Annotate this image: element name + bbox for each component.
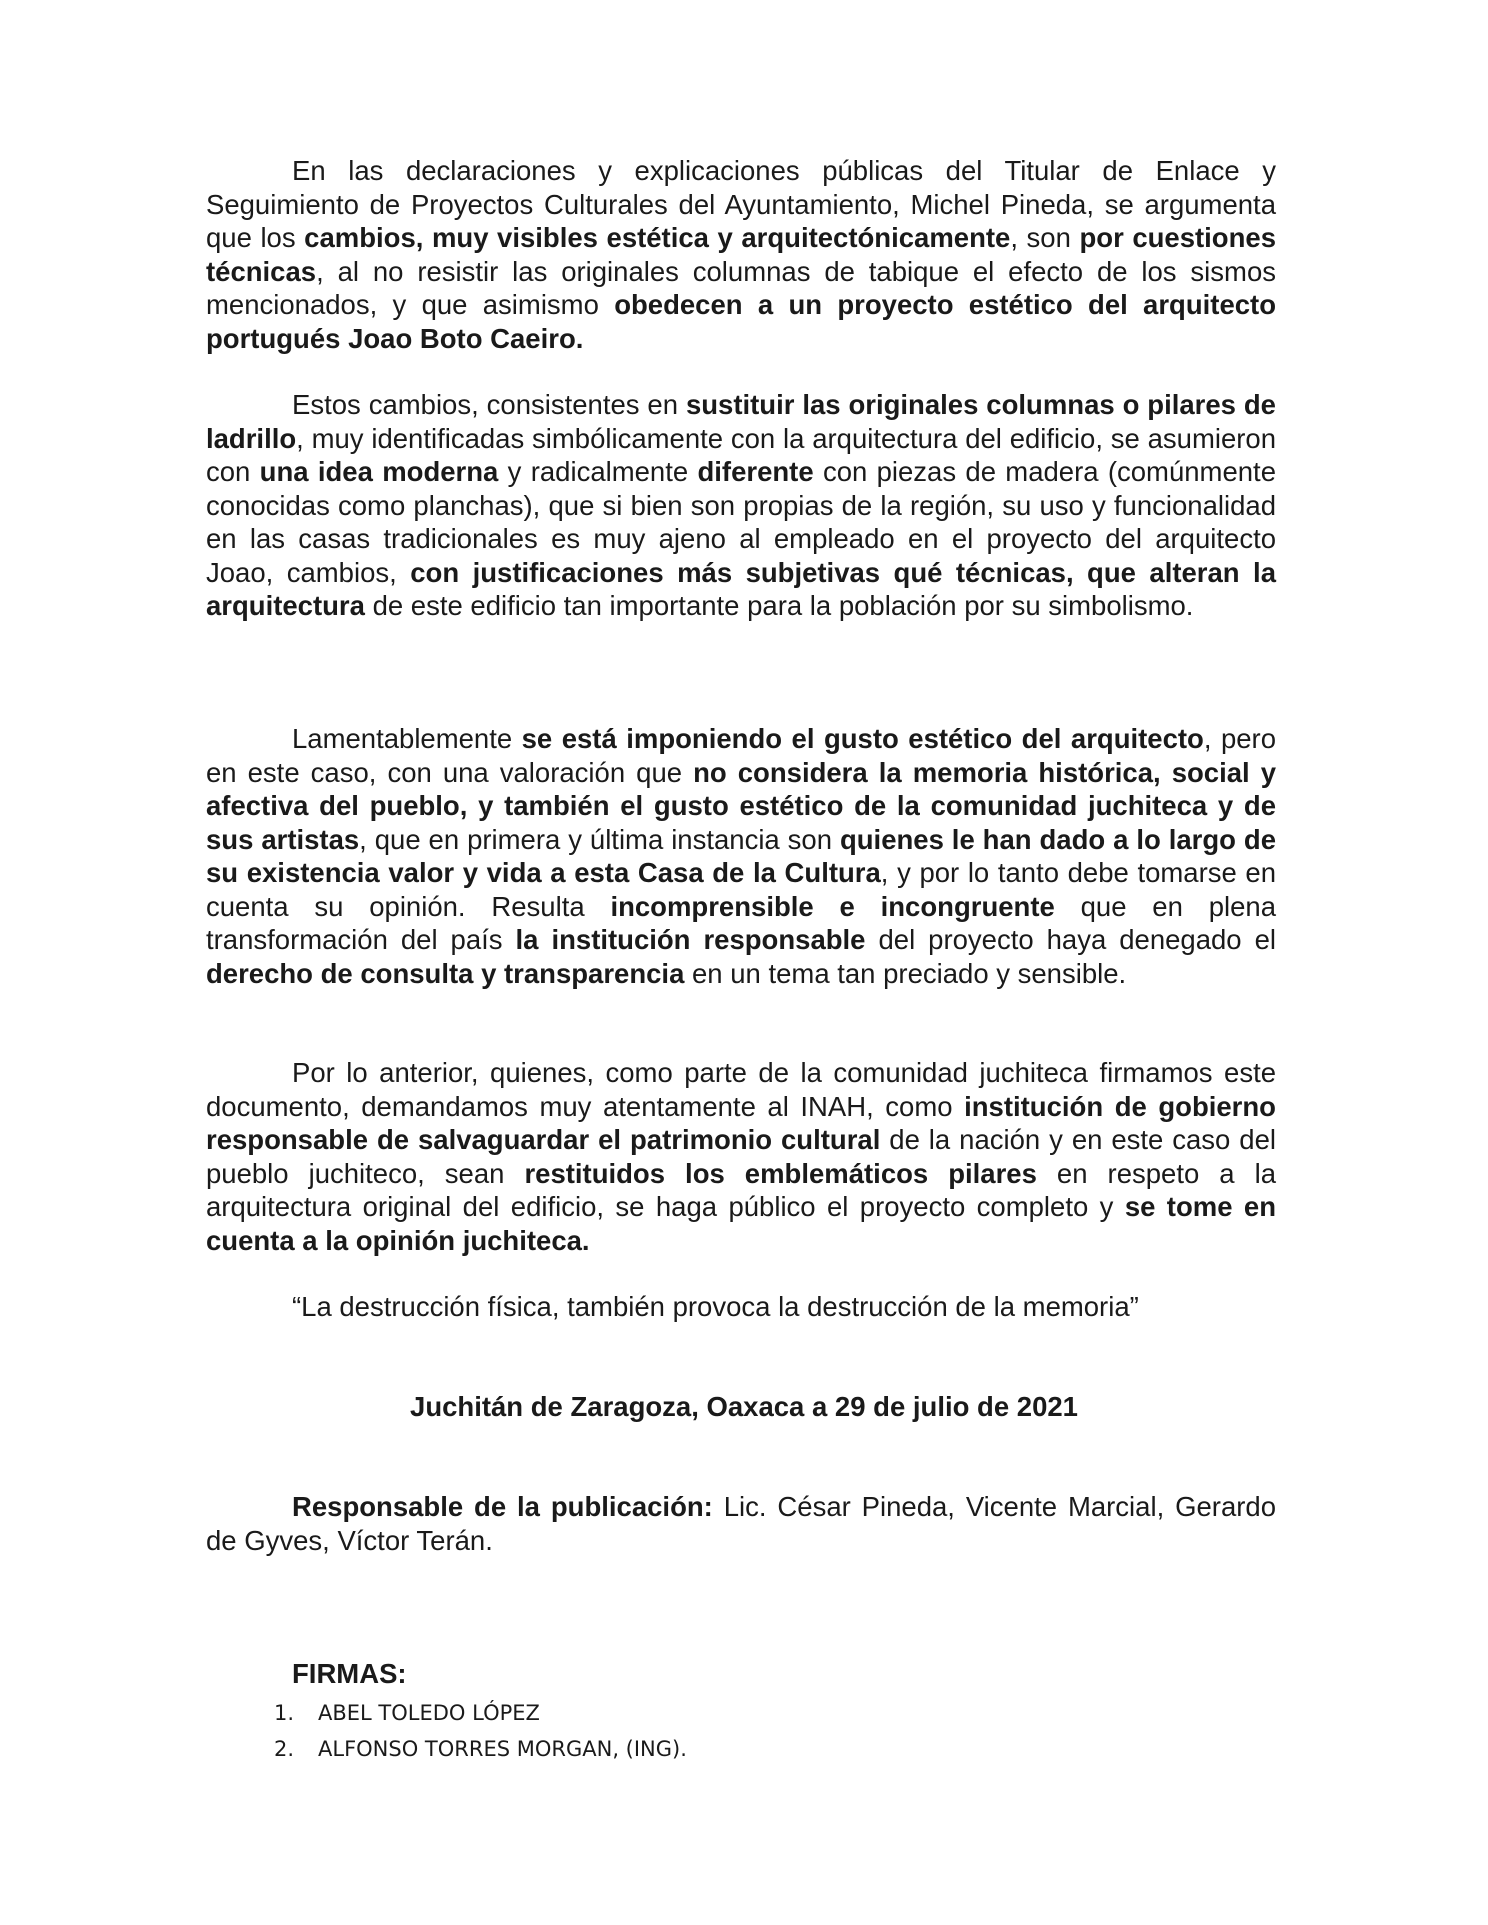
text: Estos cambios, consistentes en [292,389,686,420]
paragraph-cambios [206,388,1276,623]
text: Por lo anterior, quienes, como parte de la comunidad juchiteca firmamos este documento, demandamos muy atentamente al INAH, como [206,1057,1276,1122]
bold-text: derecho de consulta y transparencia [206,957,685,989]
text: del proyecto haya denegado el [865,924,1276,955]
signature-number: 1. [274,1701,295,1725]
paragraph-declaraciones [206,154,1276,355]
responsible-names: Lic. César Pineda, Vicente Marcial, Gerardo de Gyves, Víctor Terán. [206,1491,1276,1556]
text: que en plena transformación del país [206,890,1276,955]
paragraph-responsable [206,1490,1276,1557]
bold-text: obedecen a un proyecto estético del arquitecto portugués Joao Boto Caeiro. [206,289,1276,354]
text: , pero en este caso, con una valoración que [206,723,1276,788]
signature-item [274,1695,687,1731]
signature-name: ALFONSO TORRES MORGAN, (ING). [318,1737,687,1761]
text: , y por lo tanto debe tomarse en cuenta su opinión. Resulta [206,857,1277,922]
text: de este edificio tan importante para la población por su simbolismo. [364,590,1194,621]
quote: “La destrucción física, también provoca la destrucción de la memoria” [292,1291,1139,1322]
bold-text: se tome en cuenta a la opinión juchiteca. [206,1191,1276,1256]
signature-list [274,1695,687,1767]
bold-text: no considera la memoria histórica, social y afectiva del pueblo, y también el gusto estético de la comunidad juchiteca y de sus artistas [206,756,1277,855]
bold-text: quienes le han dado a lo largo de su existencia valor y vida a esta Casa de la Cultura [206,823,1276,888]
place-date: Juchitán de Zaragoza, Oaxaca a 29 de julio de 2021 [410,1391,1078,1422]
bold-text: por cuestiones técnicas [206,222,1276,287]
text: en respeto a la arquitectura original del edificio, se haga público el proyecto completo y [206,1157,1276,1222]
text: , que en primera y última instancia son [359,823,840,855]
responsible-label: Responsable de la publicación: [292,1491,713,1522]
bold-text: una idea moderna [259,456,499,487]
paragraph-demanda [206,1056,1276,1257]
text: , son [1010,222,1080,253]
text: y radicalmente [498,456,698,487]
text: En las declaraciones y explicaciones públicas del Titular de Enlace y Seguimiento de Proyectos Culturales del Ayuntamiento, Michel Pineda, se argumenta que los [206,155,1276,253]
signature-name: ABEL TOLEDO LÓPEZ [318,1701,540,1725]
signature-number: 2. [274,1737,295,1761]
signatures-title: FIRMAS: [292,1658,407,1689]
bold-text: incomprensible e incongruente [610,890,1055,922]
text: , muy identificadas simbólicamente con la arquitectura del edificio, se asumieron con [206,422,1276,487]
bold-text: restituidos los emblemáticos pilares [524,1157,1037,1189]
text: , al no resistir las originales columnas de tabique el efecto de los sismos mencionados, y que asimismo [206,255,1276,320]
bold-text: se está imponiendo el gusto estético del arquitecto [521,723,1204,754]
bold-text: institución de gobierno responsable de salvaguardar el patrimonio cultural [206,1090,1276,1155]
bold-text: la institución responsable [515,924,866,955]
text: de la nación y en este caso del pueblo juchiteco, sean [206,1124,1276,1189]
text: en un tema tan preciado y sensible. [684,957,1127,989]
bold-text: con justificaciones más subjetivas qué técnicas, que alteran la arquitectura [206,556,1276,621]
bold-text: cambios, muy visibles estética y arquitectónicamente [304,222,1011,253]
text: con piezas de madera (comúnmente conocidas como planchas), que si bien son propias de la región, su uso y funcionalidad en las casas tradicionales es muy ajeno al empleado en el proyecto del arquitecto Joao, cambios, [206,456,1276,588]
paragraph-lamentablemente [206,722,1276,990]
bold-text: diferente [697,456,814,487]
bold-text: sustituir las originales columnas o pilares de ladrillo [206,389,1276,454]
signature-item [274,1731,687,1767]
text: Lamentablemente [292,723,522,754]
